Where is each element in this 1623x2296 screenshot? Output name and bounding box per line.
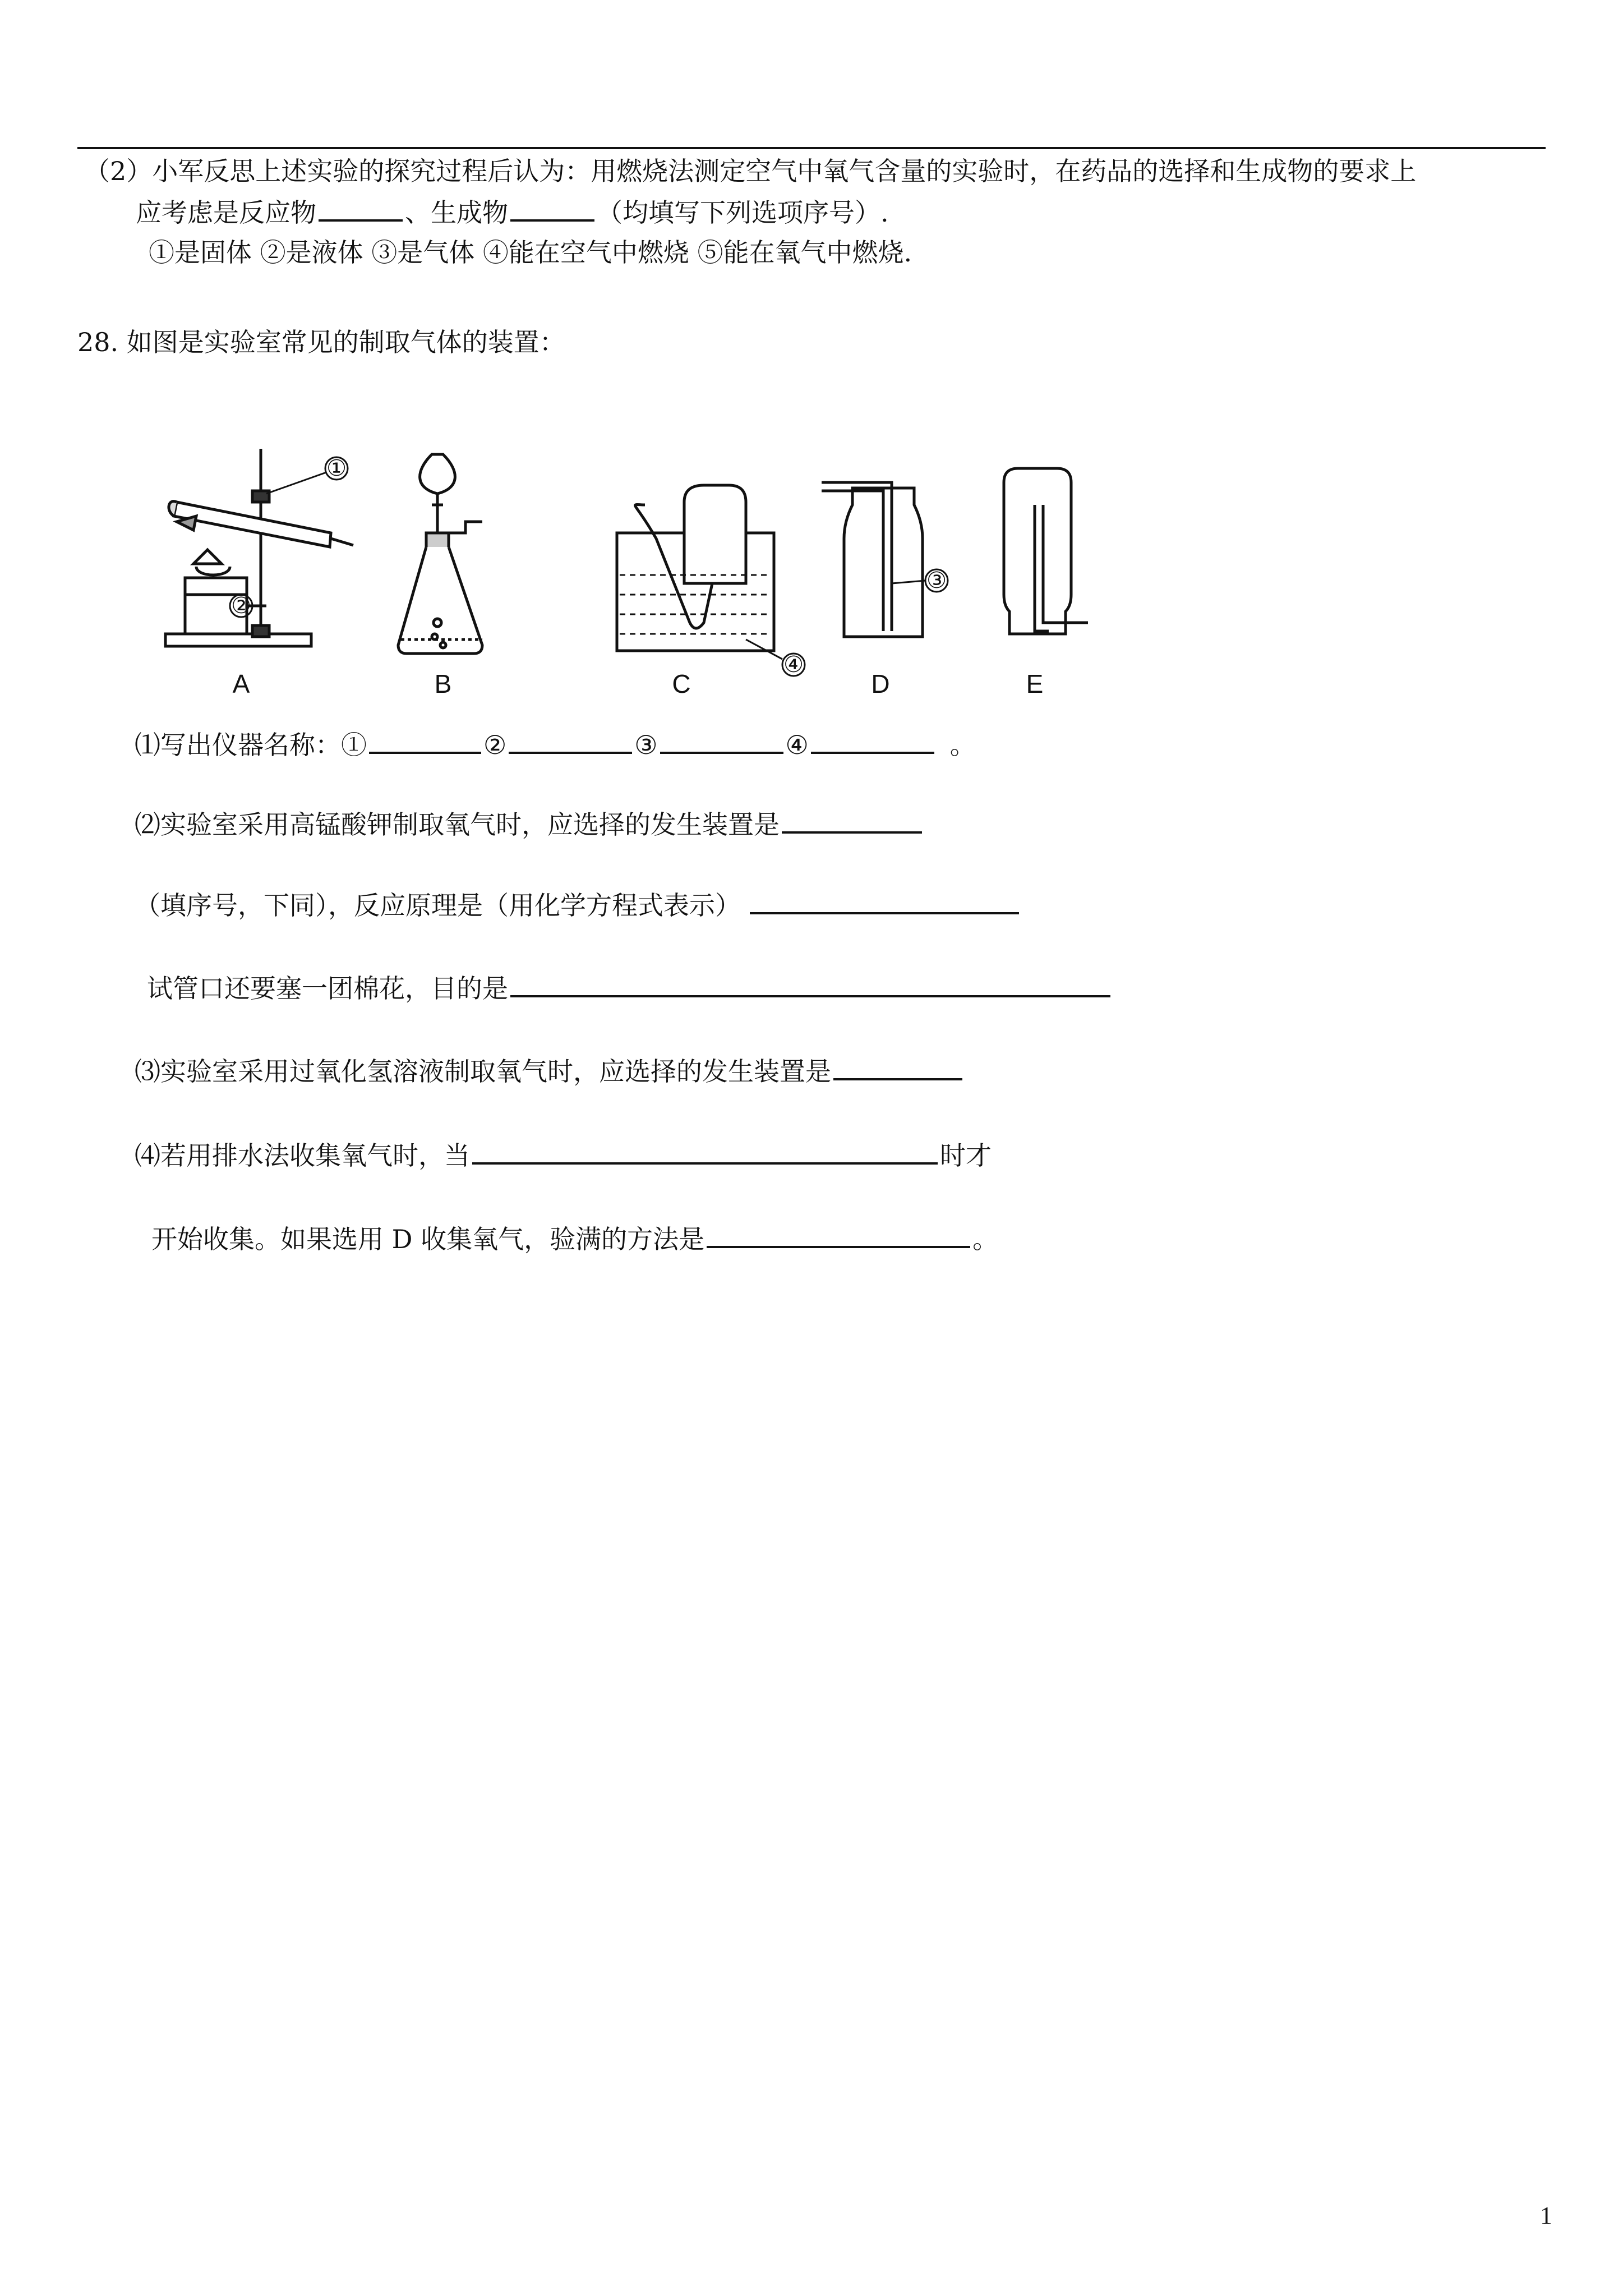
apparatus-a [165, 449, 353, 646]
q28-sub4-text: 时才 [940, 1140, 992, 1171]
q28-sub4-end: 。 [972, 1224, 999, 1254]
label-c: C [672, 669, 691, 698]
q28-sub2-line3 [147, 969, 1113, 1005]
q28-sub1-text: ④ [785, 730, 809, 760]
answer-blank-instrument-4[interactable] [811, 726, 934, 754]
q28-sub3-text: ⑶实验室采用过氧化氢溶液制取氧气时，应选择的发生装置是 [135, 1056, 831, 1087]
answer-blank-product[interactable] [510, 194, 594, 222]
q27-part2-line2 [136, 194, 889, 229]
q28-sub2-line1 [135, 806, 924, 841]
q28-sub1-text: ② [483, 730, 507, 760]
answer-blank-check-full[interactable] [707, 1220, 970, 1248]
q28-sub1 [135, 726, 976, 762]
q28-sub2-text: （填序号，下同），反应原理是（用化学方程式表示） [135, 890, 741, 921]
q27-text: （均填写下列选项序号）. [597, 197, 889, 228]
q28-sub2-text: ⑵实验室采用高锰酸钾制取氧气时，应选择的发生装置是 [135, 809, 780, 840]
label-d: D [871, 669, 890, 698]
label-b: B [434, 669, 452, 698]
answer-blank-instrument-2[interactable] [509, 726, 632, 754]
answer-blank-cotton-purpose[interactable] [510, 969, 1110, 997]
q28-sub4-text: 开始收集。如果选用 D 收集氧气，验满的方法是 [151, 1224, 705, 1254]
q27-part2-line1: （2）小军反思上述实验的探究过程后认为：用燃烧法测定空气中氧气含量的实验时，在药品的选择和生成物的要求上 [84, 156, 1417, 186]
answer-blank-collect-timing[interactable] [472, 1137, 938, 1165]
answer-blank-h2o2-apparatus[interactable] [833, 1052, 962, 1080]
q28-sub1-end: 。 [949, 730, 976, 760]
marker-4-label: ④ [783, 652, 804, 677]
answer-blank-reactant[interactable] [319, 194, 403, 222]
apparatus-c [617, 485, 782, 659]
marker-2-label: ② [231, 593, 251, 618]
q27-options: ①是固体 ②是液体 ③是气体 ④能在空气中燃烧 ⑤能在氧气中燃烧. [149, 237, 912, 268]
label-e: E [1026, 669, 1044, 698]
q28-sub4-line2 [151, 1220, 998, 1256]
apparatus-e [1004, 468, 1088, 634]
marker-3-label: ③ [926, 568, 947, 593]
answer-blank-instrument-3[interactable] [660, 726, 783, 754]
label-a: A [232, 669, 250, 698]
apparatus-b [398, 454, 482, 654]
page-number: 1 [1540, 2202, 1552, 2229]
answer-blank-equation[interactable] [750, 886, 1019, 914]
apparatus-figure [151, 438, 1105, 707]
apparatus-d [822, 482, 925, 637]
answer-blank-instrument-1[interactable] [369, 726, 481, 754]
q27-text: 应考虑是反应物 [136, 197, 316, 228]
q28-stem: 28. 如图是实验室常见的制取气体的装置： [77, 327, 565, 357]
q28-sub3 [135, 1052, 965, 1088]
q28-sub1-text: ③ [634, 730, 658, 760]
header-rule [77, 147, 1546, 149]
answer-blank-kmno4-apparatus[interactable] [782, 806, 922, 834]
q28-sub4-text: ⑷若用排水法收集氧气时，当 [135, 1140, 470, 1171]
q28-sub2-text: 试管口还要塞一团棉花，目的是 [147, 973, 508, 1004]
marker-1-label: ① [326, 456, 347, 481]
q28-sub1-text: ⑴写出仪器名称：① [135, 730, 367, 760]
q28-sub4-line1 [135, 1137, 992, 1172]
q28-sub2-line2 [135, 886, 1021, 922]
q27-text: 、生成物 [405, 197, 508, 228]
